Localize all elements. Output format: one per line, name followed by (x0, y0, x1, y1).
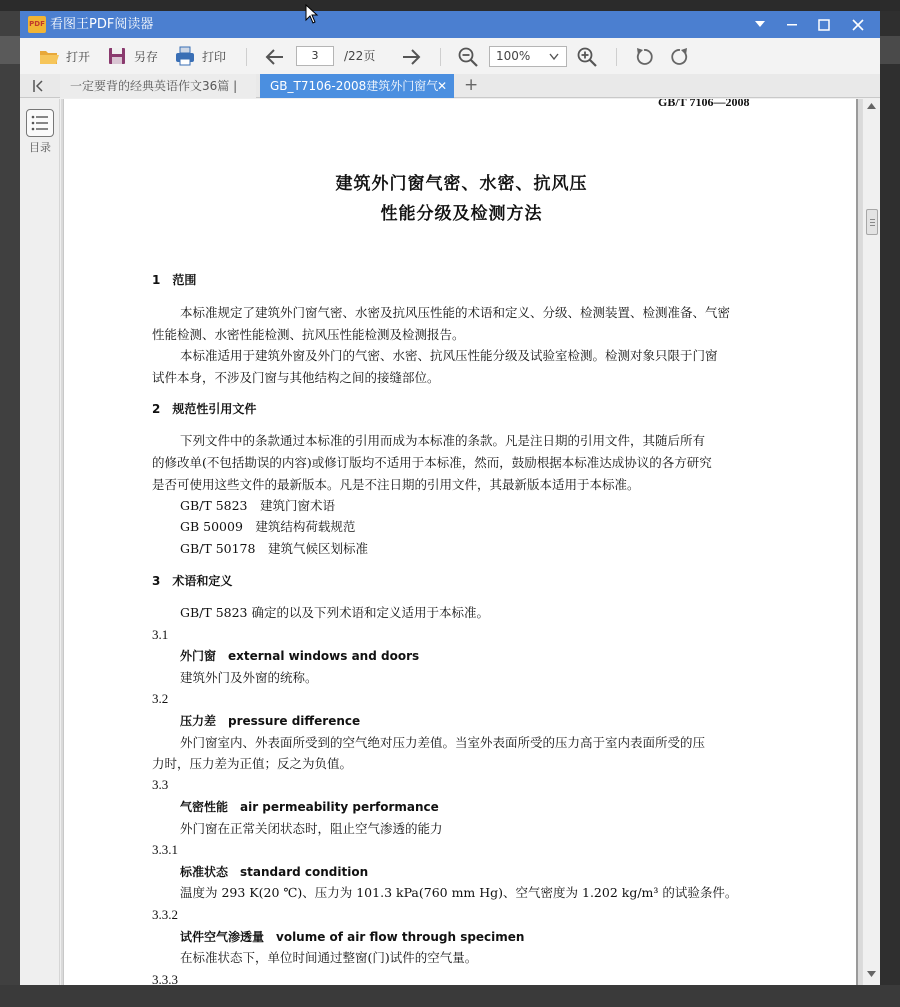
minimize-icon (786, 19, 798, 29)
close-icon (852, 19, 864, 31)
sidebar (20, 99, 60, 985)
document-title-line1: 建筑外门窗气密、水密、抗风压 (335, 174, 588, 194)
tab-english-essays[interactable] (60, 74, 256, 98)
section-heading: 2 规范性引用文件 (152, 402, 257, 416)
paragraph-line: 力时，压力差为正值；反之为负值。 (152, 756, 353, 771)
toc-label: 目录 (29, 141, 51, 154)
scrollbar-thumb[interactable] (866, 209, 878, 235)
mouse-cursor-icon (305, 4, 319, 24)
paragraph-line: GB/T 5823 确定的以及下列术语和定义适用于本标准。 (180, 605, 489, 620)
new-tab-plus-icon[interactable]: + (464, 75, 479, 95)
paragraph-line: 试件本身，不涉及门窗与其他结构之间的接缝部位。 (152, 370, 440, 385)
paragraph-line: 建筑外门及外窗的统称。 (180, 670, 318, 685)
clause-number: 3.3.3 (152, 972, 178, 985)
zoom-out-icon[interactable] (457, 46, 479, 68)
open-button[interactable] (38, 44, 90, 68)
section-heading: 3 术语和定义 (152, 574, 233, 588)
open-label: 打开 (66, 49, 91, 64)
reference-item: GB/T 5823 建筑门窗术语 (180, 498, 336, 513)
paragraph-line: 性能检测、水密性能检测、抗风压性能检测及检测报告。 (152, 327, 465, 342)
paragraph-line: 在标准状态下，单位时间通过整窗(门)试件的空气量。 (180, 950, 478, 965)
document-viewport[interactable] (61, 99, 862, 985)
vertical-scrollbar[interactable] (862, 99, 880, 985)
window-title: 看图王PDF阅读器 (50, 17, 154, 32)
list-icon (27, 110, 53, 136)
toc-button[interactable] (26, 109, 54, 137)
toolbar-divider (440, 48, 441, 66)
menu-dropdown-button[interactable] (744, 11, 776, 38)
paragraph-line: 的修改单(不包括勘误的内容)或修订版均不适用于本标准，然而，鼓励根据本标准达成协议的各方研究 (152, 455, 712, 470)
clause-number: 3.1 (152, 627, 169, 642)
term-heading: 外门窗 external windows and doors (180, 649, 420, 663)
scroll-up-arrow-icon[interactable] (867, 103, 876, 109)
paragraph-line: 本标准规定了建筑外门窗气密、水密及抗风压性能的术语和定义、分级、检测装置、检测准备、气密 (180, 305, 731, 320)
term-heading: 标准状态 standard condition (180, 865, 369, 879)
paragraph-line: 温度为 293 K(20 ℃)、压力为 101.3 kPa(760 mm Hg)、空气密度为 1.202 kg/m³ 的试验条件。 (180, 885, 738, 900)
toolbar-divider (616, 48, 617, 66)
minimize-button[interactable] (776, 11, 808, 38)
tab-label: 一定要背的经典英语作文36篇 | (70, 79, 238, 93)
print-button[interactable] (174, 44, 226, 68)
clause-number: 3.3 (152, 777, 169, 792)
rotate-left-icon[interactable] (633, 46, 655, 68)
term-heading: 试件空气渗透量 volume of air flow through specimen (180, 930, 525, 944)
desktop-bottom-band (0, 985, 900, 1007)
clause-number: 3.2 (152, 691, 169, 706)
zoom-value: 100% (496, 49, 531, 63)
maximize-button[interactable] (808, 11, 840, 38)
toolbar (20, 38, 880, 74)
term-heading: 压力差 pressure difference (180, 714, 361, 728)
rotate-right-icon[interactable] (669, 46, 691, 68)
printer-icon (174, 45, 196, 67)
paragraph-line: 外门窗室内、外表面所受到的空气绝对压力差值。当室外表面所受的压力高于室内表面所受的压 (180, 735, 706, 750)
paragraph-line: 下列文件中的条款通过本标准的引用而成为本标准的条款。凡是注日期的引用文件，其随后所有 (180, 433, 706, 448)
next-page-arrow-icon[interactable] (400, 46, 422, 68)
page-total-label: /22页 (344, 49, 376, 63)
clause-number: 3.3.2 (152, 907, 178, 922)
zoom-select[interactable] (489, 46, 567, 67)
tab-close-icon[interactable]: ✕ (436, 79, 448, 93)
paragraph-line: 本标准适用于建筑外窗及外门的气密、水密、抗风压性能分级及试验室检测。检测对象只限于门窗 (180, 348, 718, 363)
save-as-button[interactable] (106, 44, 158, 68)
clause-number: 3.3.1 (152, 842, 178, 857)
desktop-left-band (0, 11, 20, 1007)
tab-bar (20, 74, 880, 98)
pdf-reader-window (20, 11, 880, 985)
reference-item: GB/T 50178 建筑气候区划标准 (180, 541, 368, 556)
folder-icon (38, 45, 60, 67)
collapse-sidebar-icon[interactable] (28, 78, 50, 94)
standard-code-header: GB/T 7106—2008 (658, 99, 750, 109)
print-label: 打印 (202, 49, 227, 64)
paragraph-line: 外门窗在正常关闭状态时，阻止空气渗透的能力 (180, 821, 443, 836)
reference-item: GB 50009 建筑结构荷载规范 (180, 519, 356, 534)
paragraph-line: 是否可使用这些文件的最新版本。凡是不注日期的引用文件，其最新版本适用于本标准。 (152, 477, 640, 492)
chevron-down-icon (549, 53, 559, 61)
scroll-down-arrow-icon[interactable] (867, 971, 876, 977)
maximize-icon (818, 19, 830, 31)
tab-label: GB_T7106-2008建筑外门窗气 (270, 79, 439, 93)
save-as-label: 另存 (134, 49, 159, 64)
page-number-input[interactable]: 3 (296, 46, 334, 66)
app-logo-icon: PDF (28, 16, 46, 33)
toolbar-divider (246, 48, 247, 66)
save-icon (106, 45, 128, 67)
tab-gb-t7106[interactable] (260, 74, 454, 98)
desktop-right-band (880, 11, 900, 1007)
zoom-in-icon[interactable] (576, 46, 598, 68)
close-button[interactable] (842, 11, 874, 38)
title-bar[interactable] (20, 11, 880, 38)
section-heading: 1 范围 (152, 273, 197, 287)
chevron-down-icon (754, 19, 766, 29)
desktop-top-band (0, 0, 900, 11)
term-heading: 气密性能 air permeability performance (180, 800, 439, 814)
prev-page-arrow-icon[interactable] (264, 46, 286, 68)
pdf-page (63, 99, 858, 985)
document-title-line2: 性能分级及检测方法 (380, 204, 543, 224)
